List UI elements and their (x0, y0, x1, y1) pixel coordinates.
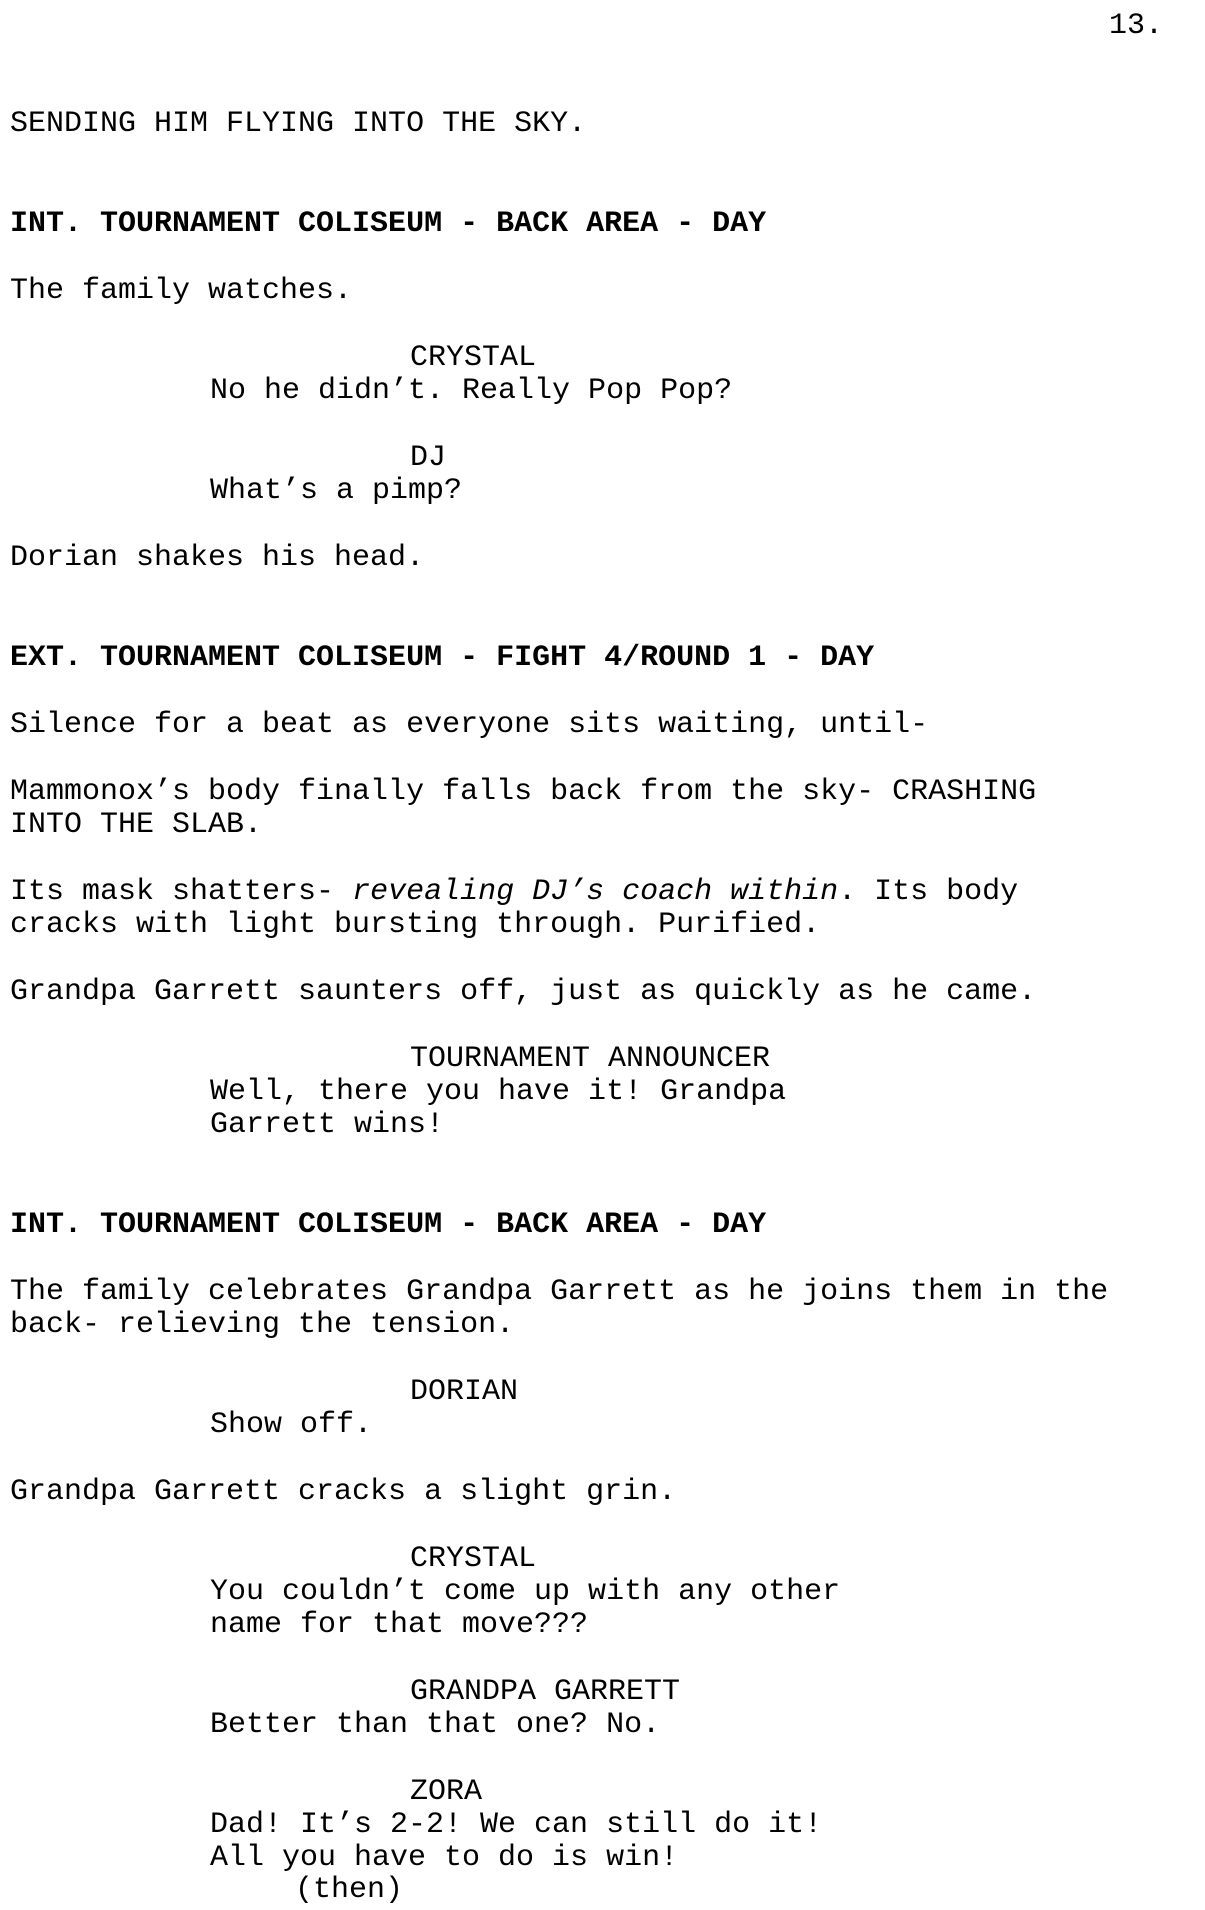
character-name: DJ (410, 441, 447, 475)
parenthetical: (then) (295, 1873, 404, 1907)
dialogue-line: Dad! It’s 2-2! We can still do it! (210, 1808, 823, 1842)
action-line: INTO THE SLAB. (10, 808, 263, 842)
action-line: Grandpa Garrett saunters off, just as quickly as he came. (10, 975, 1037, 1009)
action-line: Silence for a beat as everyone sits waiting, until- (10, 708, 929, 742)
dialogue-line: Show off. (210, 1408, 373, 1442)
character-name: GRANDPA GARRETT (410, 1675, 681, 1709)
action-line: Dorian shakes his head. (10, 541, 425, 575)
action-line (10, 876, 1018, 909)
dialogue-line: name for that move??? (210, 1608, 589, 1642)
scene-heading: INT. TOURNAMENT COLISEUM - BACK AREA - DAY (10, 207, 767, 241)
italic-emphasis: revealing DJ’s coach within (352, 875, 839, 909)
dialogue-line: All you have to do is win! (210, 1841, 679, 1875)
action-text: . Its body (838, 875, 1019, 909)
character-name: CRYSTAL (410, 341, 537, 375)
dialogue-line: Better than that one? No. (210, 1708, 661, 1742)
dialogue-line: Garrett wins! (210, 1108, 445, 1142)
dialogue-line: Well, there you have it! Grandpa (210, 1075, 787, 1109)
dialogue-line: No he didn’t. Really Pop Pop? (210, 374, 733, 408)
action-line: Mammonox’s body finally falls back from the sky- CRASHING (10, 775, 1037, 809)
action-text: Its mask shatters- (10, 875, 353, 909)
dialogue-line: What’s a pimp? (210, 474, 463, 508)
dialogue-line: You couldn’t come up with any other (210, 1575, 841, 1609)
action-line: The family celebrates Grandpa Garrett as he joins them in the (10, 1275, 1109, 1309)
action-line: SENDING HIM FLYING INTO THE SKY. (10, 107, 587, 141)
action-line: Grandpa Garrett cracks a slight grin. (10, 1475, 677, 1509)
character-name: DORIAN (410, 1375, 519, 1409)
action-line: The family watches. (10, 274, 353, 308)
character-name: TOURNAMENT ANNOUNCER (410, 1042, 771, 1076)
page-number: 13. (1108, 9, 1163, 43)
scene-heading: INT. TOURNAMENT COLISEUM - BACK AREA - DAY (10, 1208, 767, 1242)
character-name: CRYSTAL (410, 1542, 537, 1576)
character-name: ZORA (410, 1775, 483, 1809)
action-line: back- relieving the tension. (10, 1308, 515, 1342)
action-line: cracks with light bursting through. Purified. (10, 908, 821, 942)
scene-heading: EXT. TOURNAMENT COLISEUM - FIGHT 4/ROUND 1 - DAY (10, 641, 875, 675)
